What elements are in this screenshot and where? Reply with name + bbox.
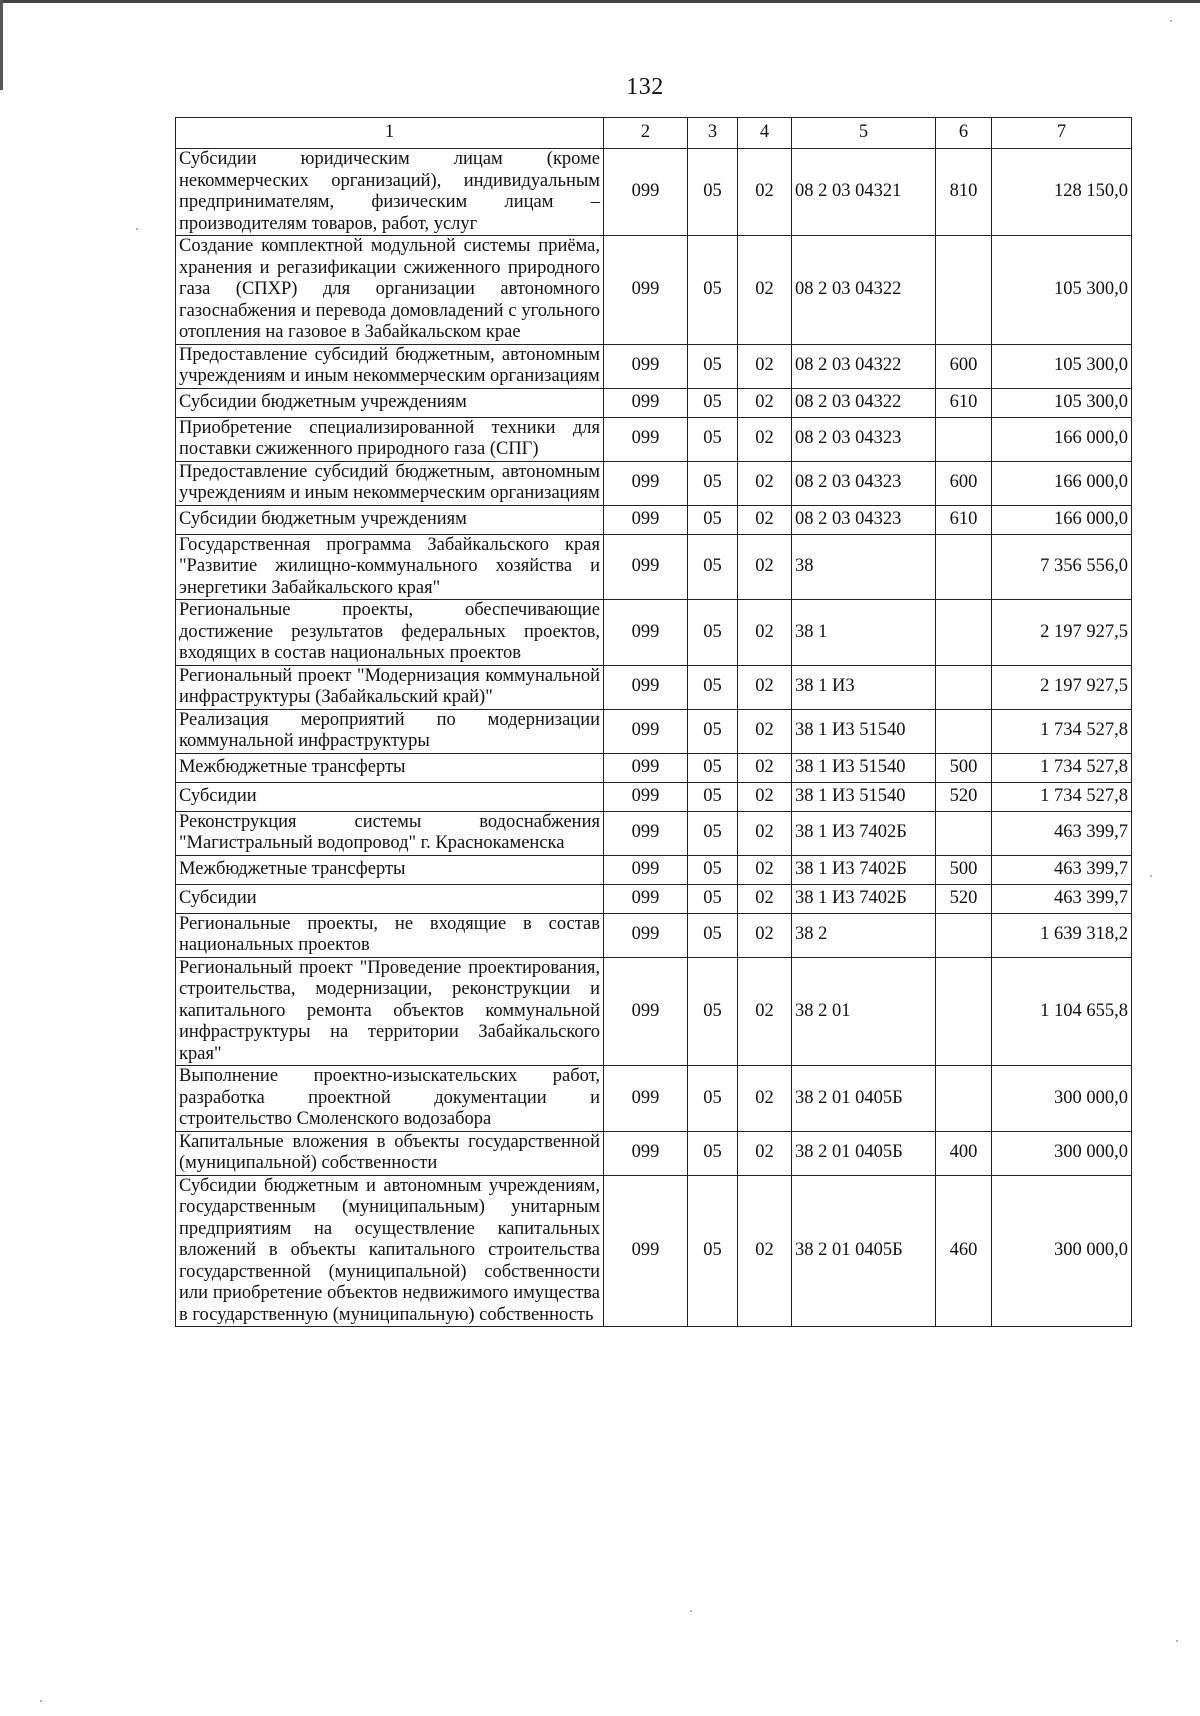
section-code: 05 (688, 1131, 738, 1175)
scan-speck (136, 228, 138, 230)
subsection-code: 02 (738, 417, 792, 461)
section-code: 05 (688, 957, 738, 1066)
scan-speck (40, 1700, 42, 1702)
target-article-code: 08 2 03 04322 (792, 236, 936, 345)
amount: 300 000,0 (992, 1175, 1132, 1327)
amount: 300 000,0 (992, 1131, 1132, 1175)
item-name: Субсидии юридическим лицам (кроме некоммерческих организаций), индивидуальным предпринимателям, физическим лицам – производителям товаров, работ, услуг (176, 149, 604, 236)
target-article-code: 38 2 01 0405Б (792, 1066, 936, 1132)
expense-type-code: 600 (936, 344, 992, 388)
table-row (176, 665, 1132, 709)
ministry-code: 099 (604, 1066, 688, 1132)
item-name: Региональные проекты, не входящие в состав национальных проектов (176, 913, 604, 957)
amount: 105 300,0 (992, 388, 1132, 417)
item-name: Субсидии (176, 884, 604, 913)
page-number: 132 (626, 74, 664, 100)
expense-type-code (936, 1066, 992, 1132)
table-header (176, 118, 1132, 149)
header-row (176, 118, 1132, 149)
table-row (176, 913, 1132, 957)
amount: 1 639 318,2 (992, 913, 1132, 957)
expense-type-code: 610 (936, 505, 992, 534)
scan-border-top (0, 0, 1200, 3)
table-row (176, 388, 1132, 417)
subsection-code: 02 (738, 505, 792, 534)
section-code: 05 (688, 149, 738, 236)
expense-type-code: 520 (936, 782, 992, 811)
table-row (176, 236, 1132, 345)
table-body (176, 149, 1132, 1327)
item-name: Субсидии бюджетным учреждениям (176, 388, 604, 417)
item-name: Создание комплектной модульной системы приёма, хранения и регазификации сжиженного природного газа (СПХР) для организации автономного газоснабжения и перевода домовладений с угольного отопления на газовое в Забайкальском крае (176, 236, 604, 345)
target-article-code: 38 2 (792, 913, 936, 957)
header-col-2: 2 (604, 118, 688, 149)
target-article-code: 08 2 03 04322 (792, 344, 936, 388)
item-name: Приобретение специализированной техники для поставки сжиженного природного газа (СПГ) (176, 417, 604, 461)
expense-type-code (936, 709, 992, 753)
header-col-1: 1 (176, 118, 604, 149)
table-row (176, 811, 1132, 855)
item-name: Капитальные вложения в объекты государственной (муниципальной) собственности (176, 1131, 604, 1175)
amount: 2 197 927,5 (992, 600, 1132, 666)
scan-speck (1170, 20, 1172, 22)
target-article-code: 08 2 03 04322 (792, 388, 936, 417)
ministry-code: 099 (604, 811, 688, 855)
amount: 128 150,0 (992, 149, 1132, 236)
table-row (176, 1066, 1132, 1132)
expense-type-code (936, 957, 992, 1066)
table-row (176, 534, 1132, 600)
expense-type-code (936, 417, 992, 461)
scan-speck (690, 1610, 692, 1612)
target-article-code: 08 2 03 04323 (792, 461, 936, 505)
table-row (176, 461, 1132, 505)
expense-type-code (936, 913, 992, 957)
ministry-code: 099 (604, 709, 688, 753)
table-row (176, 600, 1132, 666)
section-code: 05 (688, 1066, 738, 1132)
table-row (176, 149, 1132, 236)
subsection-code: 02 (738, 913, 792, 957)
subsection-code: 02 (738, 388, 792, 417)
scan-speck (1176, 1640, 1178, 1642)
subsection-code: 02 (738, 884, 792, 913)
item-name: Предоставление субсидий бюджетным, автономным учреждениям и иным некоммерческим организациям (176, 344, 604, 388)
table-row (176, 1131, 1132, 1175)
expense-type-code: 500 (936, 855, 992, 884)
amount: 105 300,0 (992, 236, 1132, 345)
target-article-code: 38 1 И3 51540 (792, 753, 936, 782)
amount: 166 000,0 (992, 417, 1132, 461)
header-col-5: 5 (792, 118, 936, 149)
target-article-code: 38 2 01 0405Б (792, 1175, 936, 1327)
section-code: 05 (688, 753, 738, 782)
subsection-code: 02 (738, 1175, 792, 1327)
amount: 7 356 556,0 (992, 534, 1132, 600)
table-row (176, 753, 1132, 782)
amount: 1 104 655,8 (992, 957, 1132, 1066)
ministry-code: 099 (604, 149, 688, 236)
ministry-code: 099 (604, 461, 688, 505)
subsection-code: 02 (738, 1131, 792, 1175)
table-row (176, 957, 1132, 1066)
target-article-code: 38 1 И3 51540 (792, 709, 936, 753)
section-code: 05 (688, 913, 738, 957)
section-code: 05 (688, 665, 738, 709)
section-code: 05 (688, 884, 738, 913)
item-name: Реализация мероприятий по модернизации коммунальной инфраструктуры (176, 709, 604, 753)
section-code: 05 (688, 782, 738, 811)
amount: 1 734 527,8 (992, 709, 1132, 753)
ministry-code: 099 (604, 665, 688, 709)
subsection-code: 02 (738, 665, 792, 709)
subsection-code: 02 (738, 811, 792, 855)
subsection-code: 02 (738, 855, 792, 884)
section-code: 05 (688, 417, 738, 461)
header-col-6: 6 (936, 118, 992, 149)
expense-type-code (936, 236, 992, 345)
subsection-code: 02 (738, 709, 792, 753)
ministry-code: 099 (604, 753, 688, 782)
ministry-code: 099 (604, 600, 688, 666)
budget-table (175, 117, 1132, 1327)
ministry-code: 099 (604, 344, 688, 388)
section-code: 05 (688, 600, 738, 666)
scan-speck (1150, 875, 1152, 877)
item-name: Выполнение проектно-изыскательских работ, разработка проектной документации и строительство Смоленского водозабора (176, 1066, 604, 1132)
item-name: Региональные проекты, обеспечивающие достижение результатов федеральных проектов, входящих в состав национальных проектов (176, 600, 604, 666)
section-code: 05 (688, 344, 738, 388)
item-name: Предоставление субсидий бюджетным, автономным учреждениям и иным некоммерческим организациям (176, 461, 604, 505)
item-name: Региональный проект "Проведение проектирования, строительства, модернизации, реконструкции и капитального ремонта объектов коммунальной инфраструктуры на территории Забайкальского края" (176, 957, 604, 1066)
ministry-code: 099 (604, 236, 688, 345)
ministry-code: 099 (604, 1175, 688, 1327)
amount: 463 399,7 (992, 811, 1132, 855)
header-col-4: 4 (738, 118, 792, 149)
ministry-code: 099 (604, 388, 688, 417)
section-code: 05 (688, 534, 738, 600)
expense-type-code: 810 (936, 149, 992, 236)
section-code: 05 (688, 709, 738, 753)
subsection-code: 02 (738, 149, 792, 236)
amount: 463 399,7 (992, 884, 1132, 913)
section-code: 05 (688, 855, 738, 884)
target-article-code: 38 1 (792, 600, 936, 666)
amount: 1 734 527,8 (992, 782, 1132, 811)
subsection-code: 02 (738, 600, 792, 666)
subsection-code: 02 (738, 461, 792, 505)
subsection-code: 02 (738, 957, 792, 1066)
header-col-3: 3 (688, 118, 738, 149)
item-name: Региональный проект "Модернизация коммунальной инфраструктуры (Забайкальский край)" (176, 665, 604, 709)
target-article-code: 38 1 И3 7402Б (792, 855, 936, 884)
item-name: Субсидии (176, 782, 604, 811)
ministry-code: 099 (604, 417, 688, 461)
expense-type-code (936, 665, 992, 709)
header-col-7: 7 (992, 118, 1132, 149)
item-name: Государственная программа Забайкальского края "Развитие жилищно-коммунального хозяйства и энергетики Забайкальского края" (176, 534, 604, 600)
amount: 1 734 527,8 (992, 753, 1132, 782)
amount: 300 000,0 (992, 1066, 1132, 1132)
amount: 2 197 927,5 (992, 665, 1132, 709)
subsection-code: 02 (738, 344, 792, 388)
ministry-code: 099 (604, 855, 688, 884)
target-article-code: 08 2 03 04323 (792, 417, 936, 461)
ministry-code: 099 (604, 913, 688, 957)
table-row (176, 505, 1132, 534)
subsection-code: 02 (738, 782, 792, 811)
ministry-code: 099 (604, 505, 688, 534)
table-row (176, 709, 1132, 753)
section-code: 05 (688, 505, 738, 534)
table-row (176, 417, 1132, 461)
section-code: 05 (688, 236, 738, 345)
item-name: Реконструкция системы водоснабжения "Магистральный водопровод" г. Краснокаменска (176, 811, 604, 855)
subsection-code: 02 (738, 1066, 792, 1132)
expense-type-code: 610 (936, 388, 992, 417)
expense-type-code: 520 (936, 884, 992, 913)
expense-type-code: 460 (936, 1175, 992, 1327)
section-code: 05 (688, 461, 738, 505)
expense-type-code: 600 (936, 461, 992, 505)
table-row (176, 1175, 1132, 1327)
expense-type-code (936, 811, 992, 855)
ministry-code: 099 (604, 782, 688, 811)
subsection-code: 02 (738, 753, 792, 782)
section-code: 05 (688, 1175, 738, 1327)
expense-type-code: 500 (936, 753, 992, 782)
table-row (176, 855, 1132, 884)
target-article-code: 38 2 01 0405Б (792, 1131, 936, 1175)
target-article-code: 38 (792, 534, 936, 600)
section-code: 05 (688, 811, 738, 855)
target-article-code: 38 1 И3 (792, 665, 936, 709)
expense-type-code: 400 (936, 1131, 992, 1175)
item-name: Субсидии бюджетным и автономным учреждениям, государственным (муниципальным) унитарным предприятиям на осуществление капитальных вложений в объекты капитального строительства государственной (муниципальной) собственности или приобретение объектов недвижимого имущества в государственную (муниципальную) собственность (176, 1175, 604, 1327)
ministry-code: 099 (604, 1131, 688, 1175)
table-row (176, 344, 1132, 388)
amount: 166 000,0 (992, 505, 1132, 534)
subsection-code: 02 (738, 534, 792, 600)
ministry-code: 099 (604, 957, 688, 1066)
expense-type-code (936, 600, 992, 666)
item-name: Межбюджетные трансферты (176, 753, 604, 782)
table-row (176, 782, 1132, 811)
target-article-code: 38 1 И3 7402Б (792, 884, 936, 913)
table-row (176, 884, 1132, 913)
ministry-code: 099 (604, 884, 688, 913)
target-article-code: 38 2 01 (792, 957, 936, 1066)
target-article-code: 38 1 И3 51540 (792, 782, 936, 811)
amount: 105 300,0 (992, 344, 1132, 388)
ministry-code: 099 (604, 534, 688, 600)
subsection-code: 02 (738, 236, 792, 345)
target-article-code: 08 2 03 04321 (792, 149, 936, 236)
item-name: Субсидии бюджетным учреждениям (176, 505, 604, 534)
item-name: Межбюджетные трансферты (176, 855, 604, 884)
section-code: 05 (688, 388, 738, 417)
target-article-code: 08 2 03 04323 (792, 505, 936, 534)
amount: 463 399,7 (992, 855, 1132, 884)
target-article-code: 38 1 И3 7402Б (792, 811, 936, 855)
expense-type-code (936, 534, 992, 600)
amount: 166 000,0 (992, 461, 1132, 505)
